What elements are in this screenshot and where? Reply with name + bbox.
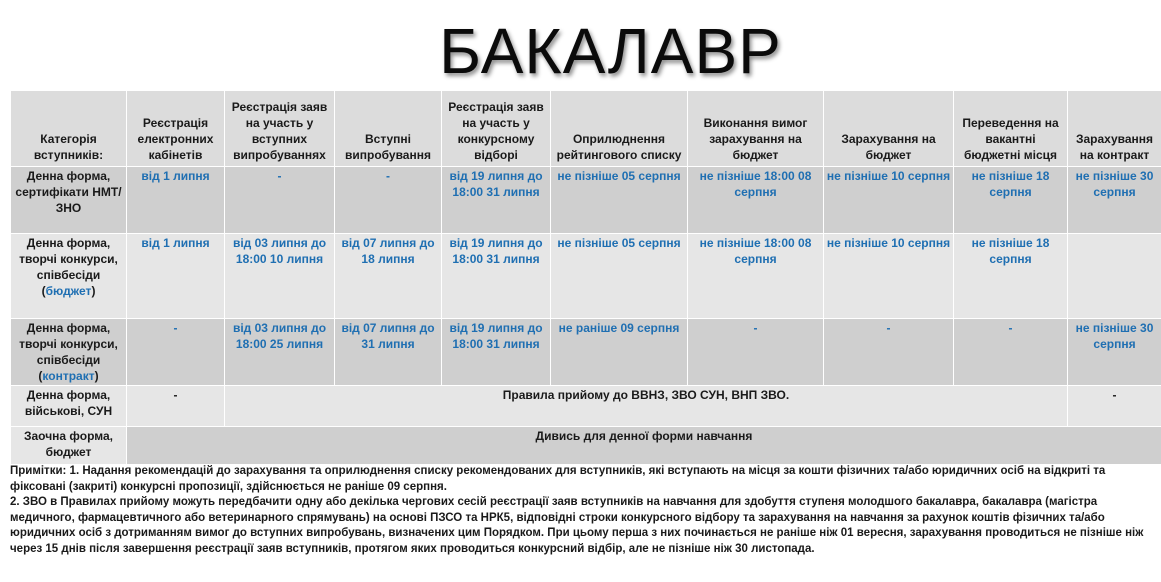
category-tag-contract: контракт [42, 369, 95, 383]
table-cell: не пізніше 18 серпня [954, 167, 1068, 234]
table-cell: від 1 липня [127, 167, 225, 234]
table-cell: від 03 липня до 18:00 10 липня [225, 234, 335, 319]
header-budget-enrollment: Зарахування на бюджет [824, 91, 954, 167]
admission-schedule-table [10, 90, 1161, 465]
table-row [11, 167, 1161, 234]
table-cell: від 07 липня до 31 липня [335, 319, 442, 386]
table-cell: не пізніше 10 серпня [824, 234, 954, 319]
table-cell: не пізніше 30 серпня [1068, 319, 1161, 386]
notes [10, 464, 1150, 557]
page-title: БАКАЛАВР [439, 15, 782, 87]
table-row [11, 234, 1161, 319]
table-cell: від 1 липня [127, 234, 225, 319]
table-cell: - [824, 319, 954, 386]
table-cell: - [954, 319, 1068, 386]
table-row [11, 319, 1161, 386]
header-category: Категорія вступників: [11, 91, 127, 167]
table-cell: не пізніше 05 серпня [551, 167, 688, 234]
table-cell: - [1068, 386, 1161, 427]
note-1: Примітки: 1. Надання рекомендацій до зарахування та оприлюднення списку рекомендованих для вступників, які вступають на місця за кошти фізичних та/або юридичних осіб на відкриті та фіксовані (закриті) конкурсні пропозиції, здійснюється не раніше 09 серпня. [10, 465, 1106, 493]
row-category-label: Денна форма, творчі конкурси, співбесіди [19, 321, 118, 367]
row-category: Заочна форма, бюджет [11, 427, 127, 465]
table-cell: - [225, 167, 335, 234]
note-2: 2. ЗВО в Правилах прийому можуть передбачити одну або декілька чергових сесій реєстрації заяв вступників на навчання для здобуття ступеня молодшого бакалавра, бакалавра (магістра медичного, фармацевтичного або ветеринарного спрямувань) на основі ПЗСО та НРК5, відповідні строки конкурсного відбору та зарахування на навчання за рахунок коштів фізичних та/або юридичних осіб з дотриманням вимог до вступних випробувань, визначених цим Порядком. При цьому перша з них починається не раніше ніж 01 вересня, зарахування проводиться не пізніше ніж через 15 днів після завершення реєстрації заяв вступників, протягом яких проводиться конкурсний відбір, але не пізніше ніж 30 листопада. [10, 496, 1144, 555]
table-cell: не раніше 09 серпня [551, 319, 688, 386]
table-cell: не пізніше 10 серпня [824, 167, 954, 234]
table-cell: не пізніше 30 серпня [1068, 167, 1161, 234]
header-entrance-exams: Вступні випробування [335, 91, 442, 167]
table-cell: від 19 липня до 18:00 31 липня [442, 234, 551, 319]
row-category: Денна форма, сертифікати НМТ/ЗНО [11, 167, 127, 234]
row-category: Денна форма, творчі конкурси, співбесіди (бюджет) [11, 234, 127, 319]
table-cell: не пізніше 18:00 08 серпня [688, 167, 824, 234]
header-row [11, 91, 1161, 167]
see-daytime-cell: Дивись для денної форми навчання [127, 427, 1161, 465]
header-exam-registration: Реєстрація заяв на участь у вступних випробуваннях [225, 91, 335, 167]
header-budget-requirements: Виконання вимог зарахування на бюджет [688, 91, 824, 167]
category-tag-budget: бюджет [45, 284, 92, 298]
header-contract-enrollment: Зарахування на контракт [1068, 91, 1161, 167]
table-cell: не пізніше 18 серпня [954, 234, 1068, 319]
row-category: Денна форма, творчі конкурси, співбесіди (контракт) [11, 319, 127, 386]
table-cell: не пізніше 05 серпня [551, 234, 688, 319]
table-cell [1068, 234, 1161, 319]
header-competition-registration: Реєстрація заяв на участь у конкурсному відборі [442, 91, 551, 167]
table-cell: від 19 липня до 18:00 31 липня [442, 319, 551, 386]
header-e-cabinets: Реєстрація електронних кабінетів [127, 91, 225, 167]
table-cell: - [688, 319, 824, 386]
table-cell: від 19 липня до 18:00 31 липня [442, 167, 551, 234]
table-row [11, 386, 1161, 427]
row-category: Денна форма, військові, СУН [11, 386, 127, 427]
header-rating-list: Оприлюднення рейтингового списку [551, 91, 688, 167]
header-vacant-budget-transfer: Переведення на вакантні бюджетні місця [954, 91, 1068, 167]
table-cell: - [335, 167, 442, 234]
table-cell: від 07 липня до 18 липня [335, 234, 442, 319]
table-cell: не пізніше 18:00 08 серпня [688, 234, 824, 319]
table-cell: - [127, 319, 225, 386]
row-category-label: Денна форма, творчі конкурси, співбесіди [19, 236, 118, 282]
table-row [11, 427, 1161, 465]
table-cell: від 03 липня до 18:00 25 липня [225, 319, 335, 386]
rules-reference-cell: Правила прийому до ВВНЗ, ЗВО СУН, ВНП ЗВО. [225, 386, 1068, 427]
table-cell: - [127, 386, 225, 427]
